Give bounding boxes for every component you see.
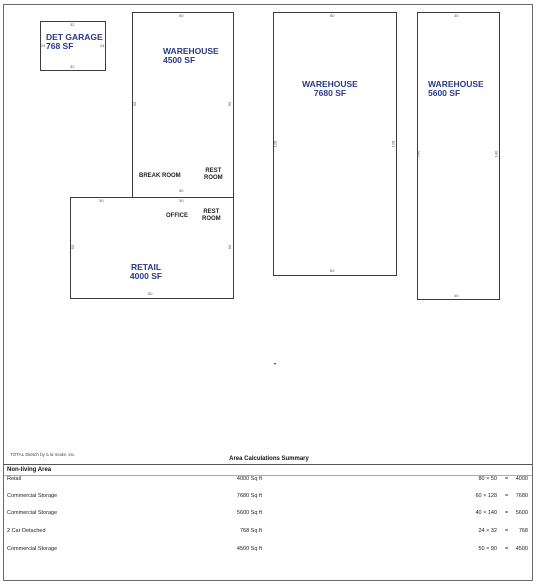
summary-row — [0, 475, 538, 483]
dim-retail-bottom: 80 — [148, 291, 153, 296]
area-summary-title: Area Calculations Summary — [229, 456, 309, 462]
row-name: Commercial Storage — [7, 493, 58, 499]
dim-retail-top-left: 30 — [99, 198, 104, 203]
dim-w1-top: 50 — [179, 13, 184, 18]
row-equals: = — [505, 510, 509, 516]
dim-garage-bottom: 32 — [70, 64, 75, 69]
dim-w2-right: 128 — [390, 140, 396, 148]
dim-retail-top-right: 30 — [179, 198, 184, 203]
room-warehouse-5600 — [417, 12, 500, 300]
dim-w1-left: 90 — [132, 101, 138, 107]
room-title-retail: RETAIL 4000 SF — [129, 262, 163, 281]
row-name: Commercial Storage — [7, 546, 58, 552]
sublabel-break-room: BREAK ROOM — [139, 173, 181, 179]
row-name: 2 Car Detached — [7, 528, 46, 534]
room-warehouse-7680 — [273, 12, 397, 276]
row-area: 768 Sq ft — [239, 528, 262, 534]
summary-divider-top — [4, 464, 532, 465]
summary-row — [0, 509, 538, 517]
row-dims: 24 × 32 — [478, 528, 497, 534]
dim-w1-right: 90 — [227, 101, 233, 107]
sketch-marker: • — [274, 362, 277, 368]
summary-row — [0, 545, 538, 553]
row-equals: = — [505, 476, 509, 482]
row-total: 768 — [518, 528, 528, 534]
row-area: 5600 Sq ft — [236, 510, 262, 516]
dim-retail-right: 50 — [227, 244, 233, 250]
row-total: 4000 — [515, 476, 528, 482]
room-title-det-garage: DET GARAGE 768 SF — [46, 32, 103, 51]
row-equals: = — [505, 493, 509, 499]
row-total: 5600 — [515, 510, 528, 516]
dim-w2-bottom: 60 — [330, 268, 335, 273]
dim-garage-left: 24 — [41, 43, 46, 48]
row-area: 4500 Sq ft — [236, 546, 262, 552]
section-non-living-area: Non-living Area — [7, 467, 52, 473]
dim-garage-right: 24 — [100, 43, 105, 48]
sublabel-office: OFFICE — [166, 213, 188, 219]
summary-row — [0, 527, 538, 535]
sublabel-rest-room-1: REST ROOM — [204, 168, 223, 181]
row-dims: 60 × 128 — [475, 493, 497, 499]
dim-w2-top: 60 — [330, 13, 335, 18]
sketch-credit: TOTAL Sketch by a la mode, inc. — [10, 452, 76, 457]
row-name: Commercial Storage — [7, 510, 58, 516]
row-dims: 50 × 90 — [478, 546, 497, 552]
row-area: 4000 Sq ft — [236, 476, 262, 482]
row-total: 4500 — [515, 546, 528, 552]
sublabel-rest-room-2: REST ROOM — [202, 209, 221, 222]
row-dims: 80 × 50 — [478, 476, 497, 482]
dim-w3-top: 40 — [454, 13, 459, 18]
dim-w2-left: 128 — [272, 140, 278, 148]
dim-w3-bottom: 40 — [454, 293, 459, 298]
summary-row — [0, 492, 538, 500]
dim-garage-top: 32 — [70, 22, 75, 27]
row-dims: 40 × 140 — [475, 510, 497, 516]
dim-w1-bottom: 50 — [179, 188, 184, 193]
room-title-warehouse-7680: WAREHOUSE 7680 SF — [302, 79, 358, 98]
row-equals: = — [505, 528, 509, 534]
row-name: Retail — [7, 476, 22, 482]
row-area: 7680 Sq ft — [236, 493, 262, 499]
room-title-warehouse-5600: WAREHOUSE 5600 SF — [428, 79, 484, 98]
dim-retail-left: 50 — [70, 244, 76, 250]
dim-w3-left: 140 — [415, 150, 421, 158]
room-title-warehouse-4500: WAREHOUSE 4500 SF — [163, 46, 219, 65]
row-equals: = — [505, 546, 509, 552]
dim-w3-right: 140 — [493, 150, 499, 158]
row-total: 7680 — [515, 493, 528, 499]
